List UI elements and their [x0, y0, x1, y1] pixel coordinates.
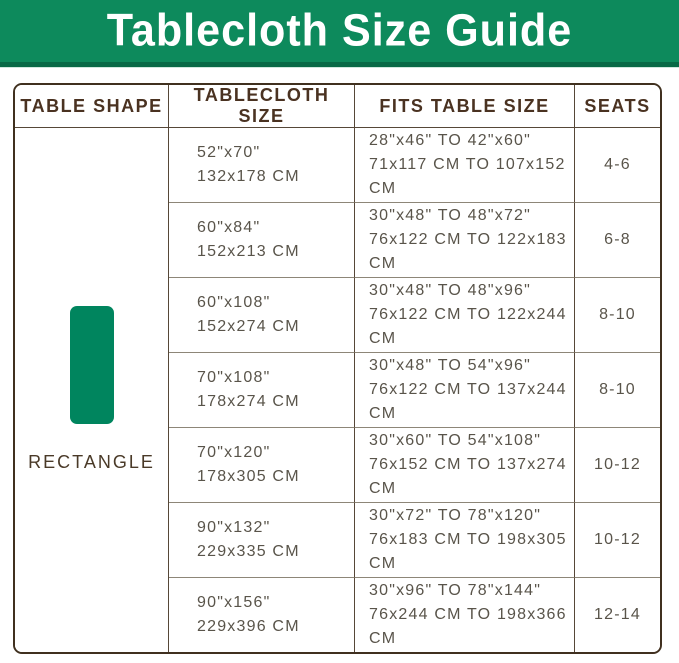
size-inches: 70"x108" [197, 369, 271, 386]
size-cm: 132x178 CM [197, 168, 300, 185]
fits-inches: 30"x48" TO 48"x72" [369, 207, 532, 224]
size-inches: 52"x70" [197, 144, 261, 161]
seats-value: 10-12 [575, 428, 660, 503]
fits-cm: 76x122 CM TO 122x183 CM [369, 231, 567, 272]
seats-value: 4-6 [575, 128, 660, 203]
tablecloth-size-cell [169, 128, 355, 203]
seats-value: 8-10 [575, 353, 660, 428]
header-fits-table-size: FITS TABLE SIZE [355, 85, 575, 128]
tablecloth-size-cell [169, 578, 355, 652]
fits-inches: 30"x96" TO 78"x144" [369, 582, 542, 599]
size-cm: 229x396 CM [197, 618, 300, 635]
header-row [15, 85, 660, 128]
tablecloth-size-cell [169, 428, 355, 503]
seats-value: 12-14 [575, 578, 660, 652]
fits-cm: 76x122 CM TO 122x244 CM [369, 306, 567, 347]
rectangle-shape-icon [70, 306, 114, 424]
fits-inches: 30"x48" TO 54"x96" [369, 357, 532, 374]
size-inches: 60"x84" [197, 219, 261, 236]
size-inches: 60"x108" [197, 294, 271, 311]
size-inches: 90"x132" [197, 519, 271, 536]
fits-cm: 76x244 CM TO 198x366 CM [369, 606, 567, 647]
fits-table-size-cell [355, 128, 575, 203]
fits-cm: 76x122 CM TO 137x244 CM [369, 381, 567, 422]
fits-cm: 76x152 CM TO 137x274 CM [369, 456, 567, 497]
shape-label: RECTANGLE [28, 452, 155, 472]
fits-inches: 30"x60" TO 54"x108" [369, 432, 542, 449]
size-inches: 70"x120" [197, 444, 271, 461]
seats-value: 6-8 [575, 203, 660, 278]
size-cm: 152x274 CM [197, 318, 300, 335]
fits-table-size-cell [355, 278, 575, 353]
fits-table-size-cell [355, 428, 575, 503]
seats-value: 8-10 [575, 278, 660, 353]
seats-value: 10-12 [575, 503, 660, 578]
fits-inches: 30"x72" TO 78"x120" [369, 507, 542, 524]
fits-table-size-cell [355, 203, 575, 278]
tablecloth-size-cell [169, 278, 355, 353]
tablecloth-size-cell [169, 353, 355, 428]
fits-table-size-cell [355, 578, 575, 652]
fits-table-size-cell [355, 353, 575, 428]
title-banner [0, 0, 679, 67]
fits-table-size-cell [355, 503, 575, 578]
table-row [15, 128, 660, 203]
table-shape-cell [15, 128, 169, 652]
size-cm: 178x305 CM [197, 468, 300, 485]
header-tablecloth-size: TABLECLOTH SIZE [169, 85, 355, 128]
tablecloth-size-cell [169, 503, 355, 578]
fits-cm: 71x117 CM TO 107x152 CM [369, 156, 566, 197]
page-title: Tablecloth Size Guide [106, 5, 573, 56]
header-table-shape: TABLE SHAPE [15, 85, 169, 128]
size-inches: 90"x156" [197, 594, 271, 611]
size-table [13, 83, 662, 654]
fits-cm: 76x183 CM TO 198x305 CM [369, 531, 567, 572]
fits-inches: 28"x46" TO 42"x60" [369, 132, 532, 149]
fits-inches: 30"x48" TO 48"x96" [369, 282, 532, 299]
size-cm: 229x335 CM [197, 543, 300, 560]
header-seats: SEATS [575, 85, 660, 128]
size-cm: 178x274 CM [197, 393, 300, 410]
size-cm: 152x213 CM [197, 243, 300, 260]
tablecloth-size-cell [169, 203, 355, 278]
